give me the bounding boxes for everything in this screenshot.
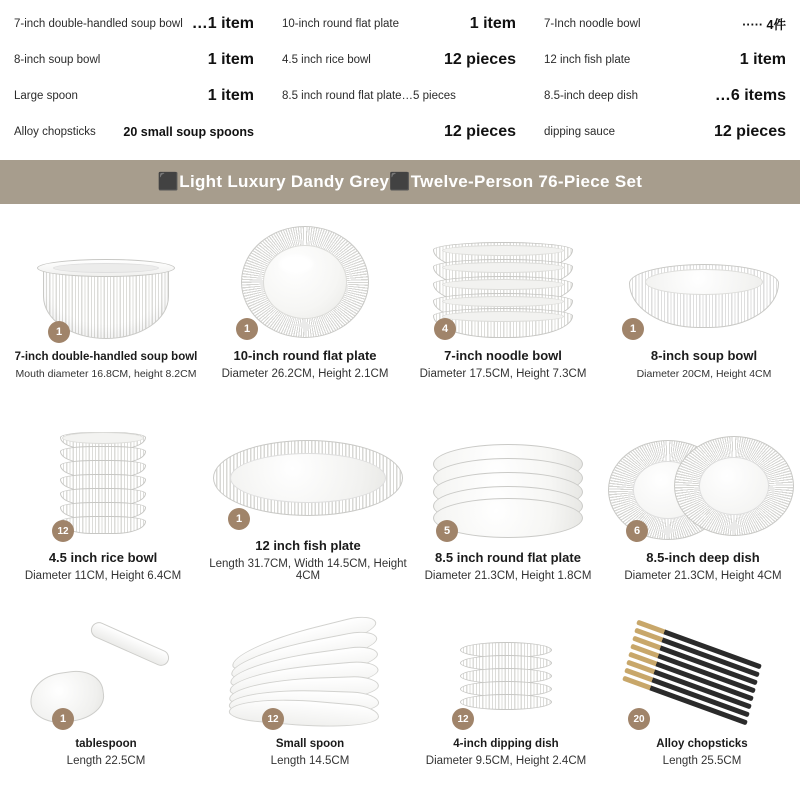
spec-cell [0,78,268,114]
product-image-8-5-inch-deep-dish [606,420,800,540]
quantity-badge: 1 [236,318,258,340]
product-card-4-inch-dipping-dish[interactable] [408,608,604,767]
spec-cell [268,78,530,114]
product-grid [0,204,800,767]
product-dimensions: Diameter 21.3CM, Height 1.8CM [424,570,592,582]
product-dimensions: Length 14.5CM [270,755,350,767]
product-card-7-inch-noodle-bowl[interactable] [398,218,608,380]
product-dimensions: Diameter 17.5CM, Height 7.3CM [419,368,587,380]
spec-item-qty: 20 small soup spoons [123,125,254,139]
spec-item-name: 7-inch double-handled soup bowl [14,17,183,30]
spec-item-qty: 12 pieces [713,123,786,140]
specification-table [0,0,800,150]
spec-cell [0,114,268,150]
product-name: Alloy chopsticks [656,738,748,750]
product-image-8-5-inch-round-flat-plate [410,420,606,540]
spec-cell [530,114,800,150]
product-card-handled-soup-bowl[interactable] [0,221,212,380]
product-card-tablespoon[interactable] [0,608,212,767]
spec-item-name: 12 inch fish plate [544,53,631,66]
product-image-10-inch-round-flat-plate [212,218,398,338]
product-dimensions: Diameter 26.2CM, Height 2.1CM [221,368,389,380]
product-dimensions: Length 25.5CM [662,755,742,767]
spec-cell [268,114,530,150]
spec-cell [530,42,800,78]
product-name: 7-inch noodle bowl [444,348,562,363]
quantity-badge: 4 [434,318,456,340]
product-card-4-5-inch-rice-bowl[interactable] [0,420,206,582]
quantity-badge: 12 [52,520,74,542]
quantity-badge: 1 [622,318,644,340]
quantity-badge: 6 [626,520,648,542]
product-dimensions: Diameter 9.5CM, Height 2.4CM [425,755,587,767]
table-row [0,6,800,42]
product-card-8-5-inch-round-flat-plate[interactable] [410,420,606,582]
quantity-badge: 1 [52,708,74,730]
spec-item-qty: …6 items [714,87,786,104]
product-name: 7-inch double-handled soup bowl [14,351,198,363]
spec-item-qty: 1 item [469,15,516,32]
product-name: 4-inch dipping dish [453,738,559,750]
product-dimensions: Length 31.7CM, Width 14.5CM, Height 4CM [209,558,407,582]
table-row [0,42,800,78]
table-row [0,114,800,150]
spec-cell [268,6,530,42]
product-card-alloy-chopsticks[interactable] [604,608,800,767]
product-dimensions: Length 22.5CM [66,755,146,767]
spec-item-name: 10-inch round flat plate [282,17,399,30]
product-dimensions: Mouth diameter 16.8CM, height 8.2CM [15,368,197,380]
product-card-10-inch-round-flat-plate[interactable] [212,218,398,380]
product-image-4-inch-dipping-dish [408,608,604,728]
spec-cell [0,6,268,42]
spec-item-name: 8.5-inch deep dish [544,89,638,102]
spec-item-qty: 12 pieces [443,51,516,68]
product-dimensions: Diameter 20CM, Height 4CM [636,368,772,380]
product-image-4-5-inch-rice-bowl [0,420,206,540]
product-grid-row [0,608,800,767]
spec-cell [268,42,530,78]
quantity-badge: 5 [436,520,458,542]
product-image-12-inch-fish-plate [206,408,410,528]
spec-item-name: Alloy chopsticks [14,125,96,138]
spec-item-name: Large spoon [14,89,78,102]
quantity-badge: 12 [262,708,284,730]
quantity-badge: 20 [628,708,650,730]
product-image-8-inch-soup-bowl [608,218,800,338]
spec-item-name: 7-Inch noodle bowl [544,17,641,30]
product-name: tablespoon [75,738,137,750]
spec-item-name: 8-inch soup bowl [14,53,101,66]
product-card-8-5-inch-deep-dish[interactable] [606,420,800,582]
spec-item-qty: 1 item [207,51,254,68]
product-grid-row [0,218,800,380]
product-name: Small spoon [275,738,345,750]
product-dimensions: Diameter 21.3CM, Height 4CM [624,570,782,582]
spec-item-qty: 12 pieces [443,123,516,140]
product-image-handled-soup-bowl [0,221,212,341]
table-row [0,78,800,114]
product-image-tablespoon [0,608,212,728]
product-name: 8-inch soup bowl [650,348,758,363]
product-image-small-spoon [212,608,408,728]
product-card-12-inch-fish-plate[interactable] [206,408,410,582]
product-name: 8.5 inch round flat plate [435,550,581,565]
product-name: 10-inch round flat plate [233,348,377,363]
spec-item-name: 8.5 inch round flat plate…5 pieces [282,89,456,102]
page-title: ⬛Light Luxury Dandy Grey⬛Twelve-Person 76-Piece Set [157,172,643,191]
spec-item-qty: 1 item [739,51,786,68]
spec-item-qty: 1 item [207,87,254,104]
spec-cell [530,6,800,42]
title-banner [0,160,800,204]
spec-item-name: 4.5 inch rice bowl [282,53,371,66]
spec-cell [0,42,268,78]
spec-cell [530,78,800,114]
product-name: 8.5-inch deep dish [646,550,760,565]
product-name: 12 inch fish plate [255,538,361,553]
product-card-8-inch-soup-bowl[interactable] [608,218,800,380]
spec-item-name: dipping sauce [544,125,615,138]
product-card-small-spoon[interactable] [212,608,408,767]
spec-item-qty: ····· 4件 [742,18,786,32]
product-dimensions: Diameter 11CM, Height 6.4CM [24,570,182,582]
quantity-badge: 1 [228,508,250,530]
quantity-badge: 1 [48,321,70,343]
product-image-7-inch-noodle-bowl [398,218,608,338]
product-name: 4.5 inch rice bowl [48,550,158,565]
spec-item-qty: …1 item [191,15,254,32]
quantity-badge: 12 [452,708,474,730]
product-grid-row [0,408,800,582]
product-image-alloy-chopsticks [604,608,800,728]
